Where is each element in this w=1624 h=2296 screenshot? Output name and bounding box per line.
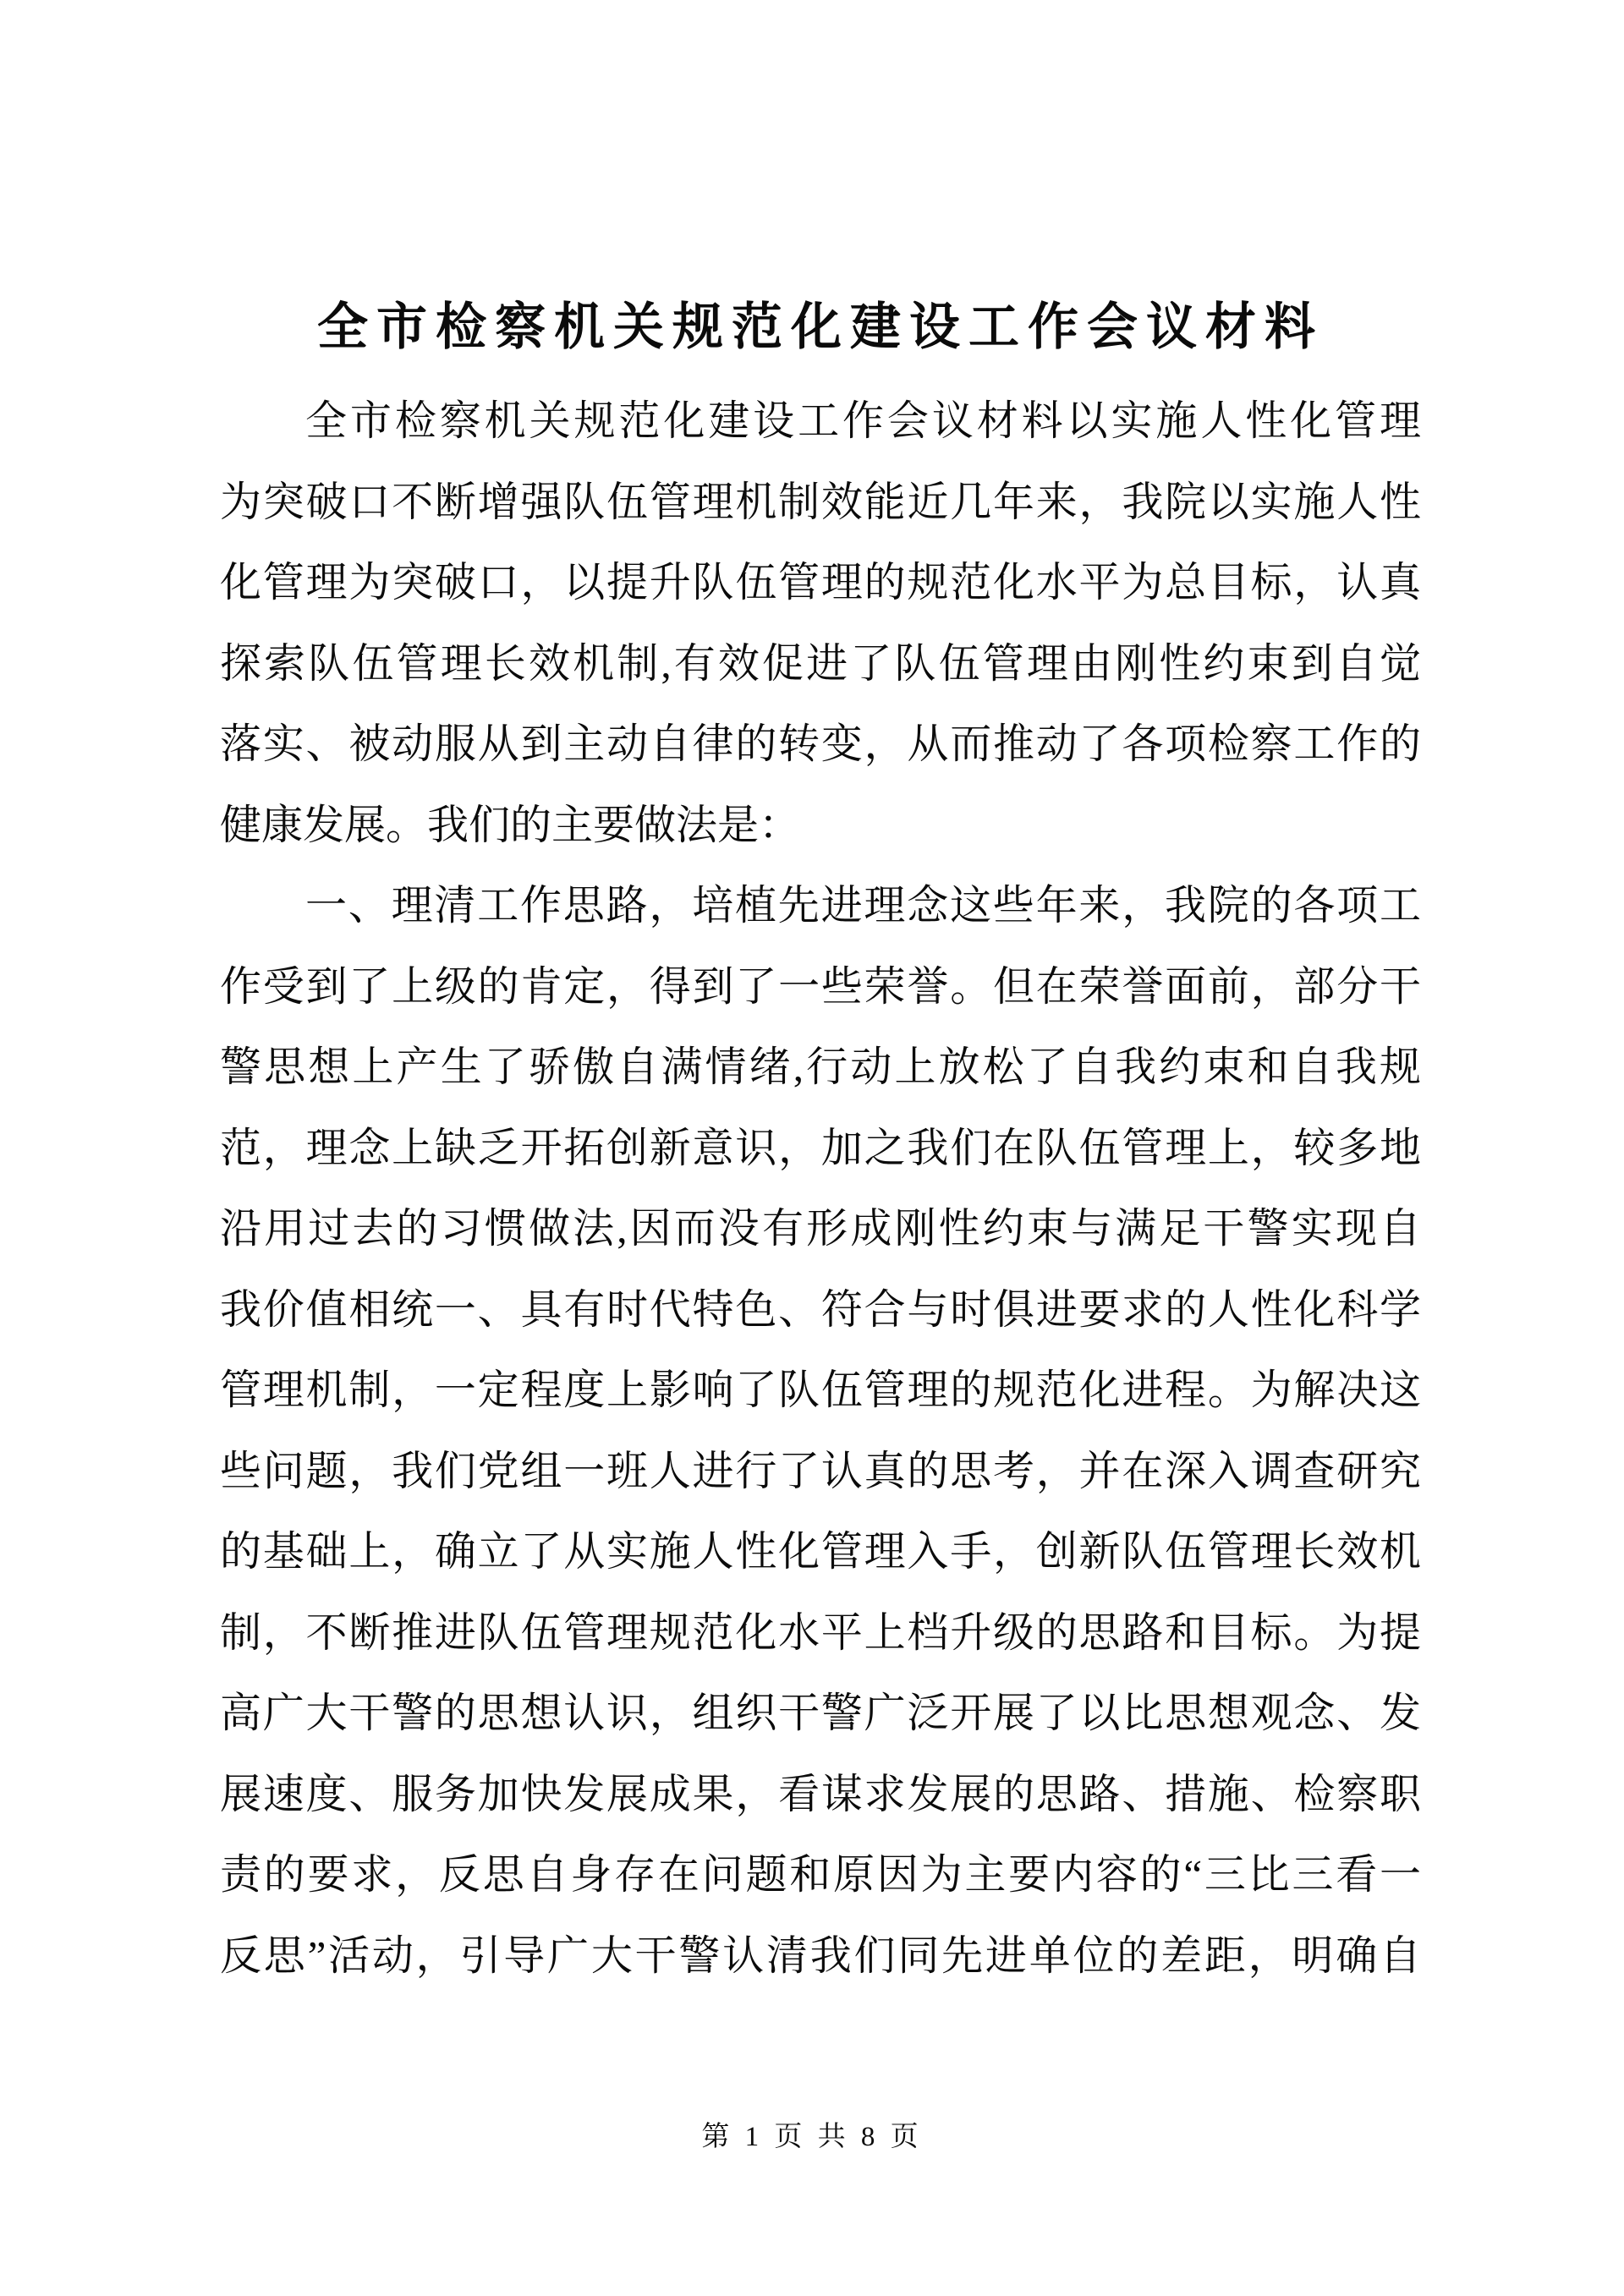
body-line: 展速度、服务加快发展成果，看谋求发展的思路、措施、检察职 <box>220 1770 1421 1817</box>
body-line: 管理机制，一定程度上影响了队伍管理的规范化进程。为解决这 <box>220 1367 1421 1413</box>
document-title: 全市检察机关规范化建设工作会议材料 <box>317 299 1324 355</box>
body-line: 高广大干警的思想认识，组织干警广泛开展了以比思想观念、发 <box>220 1690 1421 1736</box>
body-line: 全市检察机关规范化建设工作会议材料以实施人性化管理 <box>305 397 1421 444</box>
body-line: 警思想上产生了骄傲自满情绪,行动上放松了自我约束和自我规 <box>220 1044 1421 1090</box>
body-line: 的基础上，确立了从实施人性化管理入手，创新队伍管理长效机 <box>220 1528 1421 1575</box>
body-line: 制，不断推进队伍管理规范化水平上档升级的思路和目标。为提 <box>220 1608 1421 1656</box>
body-line: 为突破口不断增强队伍管理机制效能近几年来，我院以实施人性 <box>220 478 1421 525</box>
body-line: 范，理念上缺乏开拓创新意识，加之我们在队伍管理上，较多地 <box>220 1124 1421 1171</box>
body-line: 作受到了上级的肯定，得到了一些荣誉。但在荣誉面前，部分干 <box>220 962 1421 1010</box>
body-line: 一、理清工作思路，培植先进理念这些年来，我院的各项工 <box>305 882 1421 929</box>
document-content <box>220 288 1421 1996</box>
body-line: 探索队伍管理长效机制,有效促进了队伍管理由刚性约束到自觉 <box>220 639 1421 687</box>
body-line: 反思”活动，引导广大干警认清我们同先进单位的差距，明确自 <box>220 1932 1421 1979</box>
body-line: 沿用过去的习惯做法,因而没有形成刚性约束与满足干警实现自 <box>220 1205 1421 1252</box>
document-body <box>220 381 1421 1996</box>
page-number-footer: 第 1 页 共 8 页 <box>701 2122 923 2152</box>
body-line: 些问题，我们党组一班人进行了认真的思考，并在深入调查研究 <box>220 1447 1421 1494</box>
body-line: 落实、被动服从到主动自律的转变，从而推动了各项检察工作的 <box>220 721 1421 767</box>
body-line: 我价值相统一、具有时代特色、符合与时俱进要求的人性化科学 <box>220 1285 1421 1333</box>
body-line: 责的要求，反思自身存在问题和原因为主要内容的“三比三看一 <box>220 1851 1421 1898</box>
body-line: 健康发展。我们的主要做法是： <box>220 801 801 848</box>
body-line: 化管理为突破口，以提升队伍管理的规范化水平为总目标，认真 <box>220 559 1421 606</box>
